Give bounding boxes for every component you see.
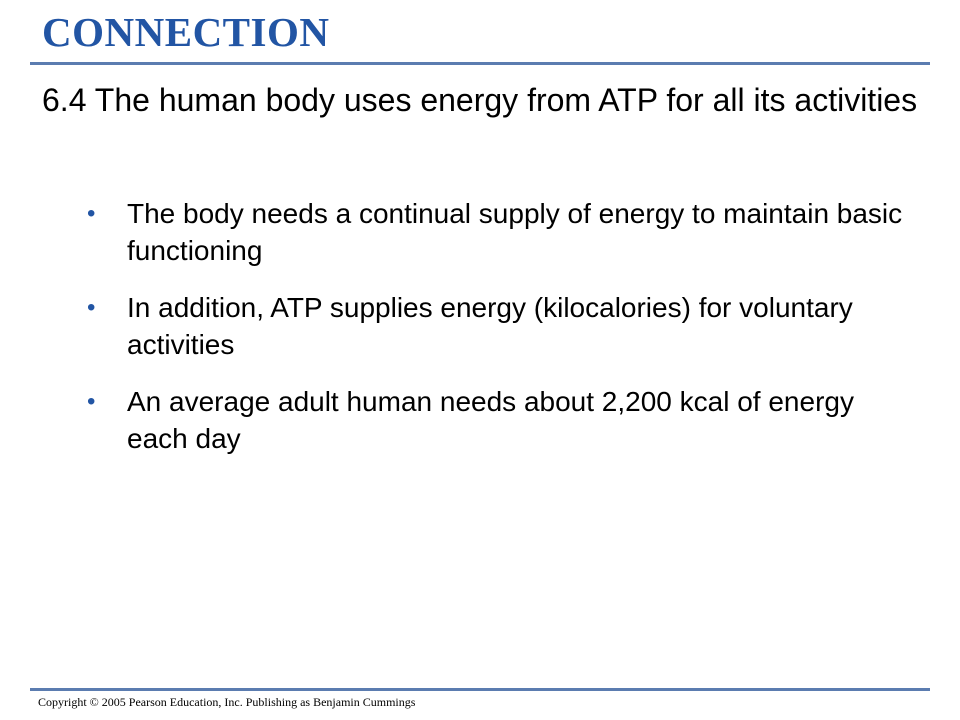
- bullet-dot-icon: •: [87, 294, 96, 321]
- bottom-divider: [30, 688, 930, 691]
- bullet-item: [84, 195, 920, 269]
- slide-heading: CONNECTION: [42, 9, 330, 55]
- slide-title: 6.4 The human body uses energy from ATP for all its activities: [42, 82, 918, 118]
- bullet-item: [84, 383, 920, 457]
- bullet-text: In addition, ATP supplies energy (kilocalories) for voluntary activities: [127, 292, 853, 360]
- top-divider: [30, 62, 930, 65]
- bullet-item: [84, 289, 920, 363]
- bullet-list: [84, 195, 920, 477]
- bullet-text: An average adult human needs about 2,200 kcal of energy each day: [127, 386, 854, 454]
- bullet-dot-icon: •: [87, 200, 96, 227]
- bullet-text: The body needs a continual supply of energy to maintain basic functioning: [127, 198, 903, 266]
- bullet-dot-icon: •: [87, 388, 96, 415]
- copyright-text: Copyright © 2005 Pearson Education, Inc. Publishing as Benjamin Cummings: [38, 695, 416, 709]
